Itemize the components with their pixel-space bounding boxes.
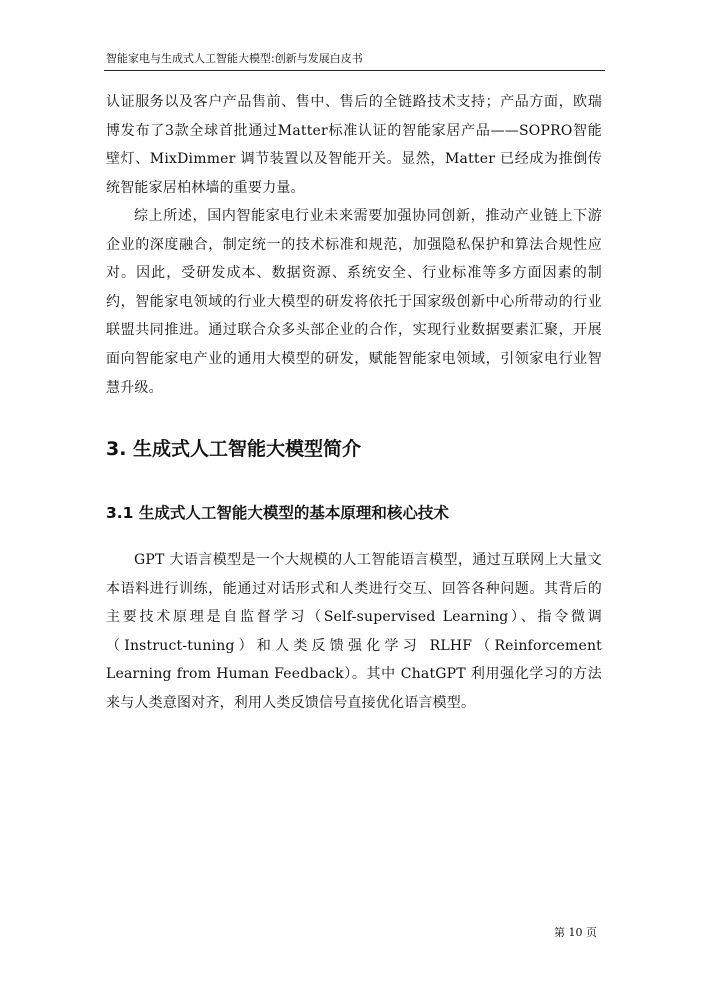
header-divider [104,70,605,71]
section-heading: 3. 生成式人工智能大模型简介 [106,438,362,460]
body-paragraph-1: 认证服务以及客户产品售前、售中、售后的全链路技术支持；产品方面，欧瑞博发布了3款全球首批通过Matter标准认证的智能家居产品——SOPRO智能壁灯、MixDimmer 调节装置以及智能开关。显然，Matter 已经成为推倒传统智能家居柏林墙的重要力量。 [106,94,602,196]
body-paragraph-3: GPT 大语言模型是一个大规模的人工智能语言模型，通过互联网上大量文本语料进行训练，能通过对话形式和人类进行交互、回答各种问题。其背后的主要技术原理是自监督学习（Self-supervised Learning）、指令微调（Instruct-tuning）和人类反馈强化学习 RLHF（Reinforcement Learning from Human Feedback）。其中 ChatGPT 利用强化学习的方法来与人类意图对齐，利用人类反馈信号直接优化语言模型。 [106,552,602,711]
body-paragraph-2: 综上所述，国内智能家电行业未来需要加强协同创新，推动产业链上下游企业的深度融合，制定统一的技术标准和规范，加强隐私保护和算法合规性应对。因此，受研发成本、数据资源、系统安全、行业标准等多方面因素的制约，智能家电领域的行业大模型的研发将依托于国家级创新中心所带动的行业联盟共同推进。通过联合众多头部企业的合作，实现行业数据要素汇聚，开展面向智能家电产业的通用大模型的研发，赋能智能家电领域，引领家电行业智慧升级。 [106,208,602,396]
page-number: 第 10 页 [554,926,597,939]
running-header-title: 智能家电与生成式人工智能大模型:创新与发展白皮书 [106,52,363,65]
subsection-heading: 3.1 生成式人工智能大模型的基本原理和核心技术 [106,504,449,522]
